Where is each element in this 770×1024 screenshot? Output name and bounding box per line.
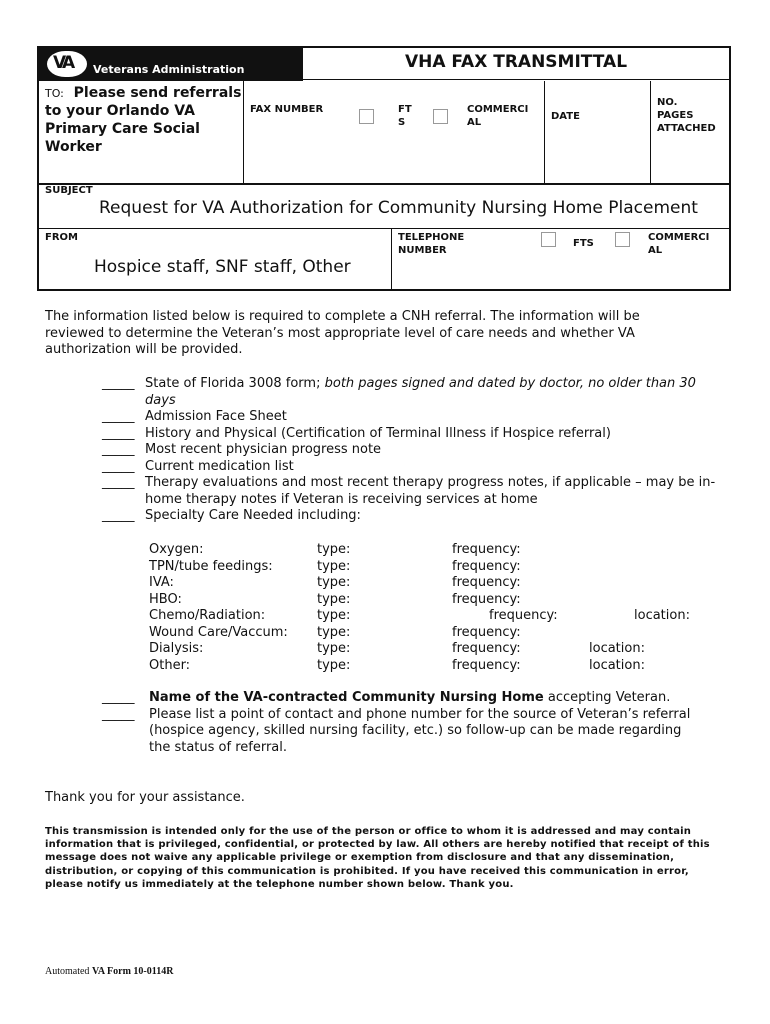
item-text: Therapy evaluations and most recent therapy progress notes, if applicable – may be in-home therapy notes if Veteran is receiving services at home <box>145 475 716 507</box>
commercial-label-2: COMMERCI AL <box>648 232 710 256</box>
divider <box>301 79 731 80</box>
item-text: Most recent physician progress note <box>145 442 382 457</box>
subject-label: SUBJECT <box>45 185 93 196</box>
care-row <box>149 592 709 609</box>
form-title: VHA FAX TRANSMITTAL <box>404 52 628 72</box>
blank-line[interactable]: _____ <box>102 376 135 391</box>
nursing-home-section <box>102 690 722 756</box>
checklist-item <box>102 475 722 508</box>
from-label: FROM <box>45 232 78 243</box>
form-number: VA Form 10-0114R <box>91 966 174 977</box>
care-name: TPN/tube feedings: <box>149 558 273 574</box>
fax-number-label: FAX NUMBER <box>250 104 324 115</box>
care-frequency[interactable]: frequency: <box>452 657 521 673</box>
care-row <box>149 559 709 576</box>
blank-line[interactable]: _____ <box>102 475 135 490</box>
blank-line[interactable]: _____ <box>102 458 135 474</box>
fts-label: FT S <box>398 104 412 128</box>
care-frequency[interactable]: frequency: <box>489 608 558 623</box>
care-type[interactable]: type: <box>317 591 351 607</box>
care-type[interactable]: type: <box>317 608 351 623</box>
commercial-checkbox-2[interactable] <box>615 232 630 247</box>
care-type[interactable]: type: <box>317 641 351 656</box>
date-label: DATE <box>551 111 580 122</box>
care-type[interactable]: type: <box>317 624 351 640</box>
blank-line[interactable]: _____ <box>102 706 135 722</box>
item-text: Please list a point of contact and phone number for the source of Veteran’s referral (hospice agency, skilled nursing facility, etc.) so follow-up can be made regarding the status of referral. <box>149 706 691 755</box>
care-name: Other: <box>149 657 191 673</box>
care-location[interactable]: location: <box>589 641 645 656</box>
care-frequency[interactable]: frequency: <box>452 558 521 574</box>
nursing-home-heading: Name of the VA-contracted Community Nursing Home <box>149 690 544 705</box>
care-row <box>149 608 709 625</box>
item-text: Admission Face Sheet <box>145 409 287 424</box>
blank-line[interactable]: _____ <box>102 409 135 424</box>
divider <box>544 81 545 185</box>
org-name: Veterans Administration <box>93 63 245 76</box>
checklist-item <box>102 707 722 757</box>
item-text: accepting Veteran. <box>543 690 671 705</box>
fts-label-2: FTS <box>573 238 594 249</box>
care-name: HBO: <box>149 591 182 607</box>
care-frequency[interactable]: frequency: <box>452 641 521 656</box>
commercial-checkbox[interactable] <box>433 109 448 124</box>
checklist <box>102 376 722 525</box>
care-name: Wound Care/Vaccum: <box>149 624 288 640</box>
footer-prefix: Automated <box>45 966 92 977</box>
to-value: Please send referrals to your Orlando VA Primary Care Social Worker <box>45 85 242 155</box>
care-frequency[interactable]: frequency: <box>452 624 521 640</box>
thanks-text: Thank you for your assistance. <box>45 790 245 805</box>
va-logo-icon: VA <box>47 51 87 77</box>
care-name: Dialysis: <box>149 641 204 656</box>
care-type[interactable]: type: <box>317 542 351 557</box>
item-text: State of Florida 3008 form; <box>145 376 325 391</box>
checklist-item <box>102 409 722 426</box>
divider <box>39 228 731 229</box>
care-row <box>149 542 709 559</box>
care-row <box>149 575 709 592</box>
divider <box>39 183 731 185</box>
fts-checkbox[interactable] <box>359 109 374 124</box>
to-field <box>45 84 245 156</box>
checklist-item <box>102 459 722 476</box>
item-text: History and Physical (Certification of Terminal Illness if Hospice referral) <box>145 425 611 441</box>
care-location[interactable]: location: <box>634 608 690 623</box>
care-frequency[interactable]: frequency: <box>452 575 521 590</box>
checklist-item <box>102 442 722 459</box>
divider <box>301 48 303 81</box>
checklist-item <box>102 508 722 525</box>
blank-line[interactable]: _____ <box>102 442 135 457</box>
care-name: IVA: <box>149 575 174 590</box>
pages-attached-label: NO. PAGES ATTACHED <box>657 97 716 134</box>
fax-header-box <box>37 46 731 291</box>
checklist-item <box>102 376 722 409</box>
subject-value: Request for VA Authorization for Community Nursing Home Placement <box>99 198 698 218</box>
item-note: both pages signed and dated by doctor, no older than 30 days <box>145 376 696 408</box>
care-row <box>149 641 709 658</box>
care-row <box>149 625 709 642</box>
telephone-label: TELEPHONE NUMBER <box>398 232 465 256</box>
checklist-item <box>102 690 722 707</box>
divider <box>650 81 651 185</box>
commercial-label: COMMERCI AL <box>467 104 529 128</box>
care-type[interactable]: type: <box>317 657 351 673</box>
care-name: Oxygen: <box>149 542 204 557</box>
blank-line[interactable]: _____ <box>102 425 135 441</box>
from-value: Hospice staff, SNF staff, Other <box>94 257 351 277</box>
care-frequency[interactable]: frequency: <box>452 591 521 607</box>
care-location[interactable]: location: <box>589 657 645 673</box>
intro-paragraph: The information listed below is required to complete a CNH referral. The information will be reviewed to determine the Veteran’s most appropriate level of care needs and whether VA authorization will be provided. <box>45 309 640 357</box>
divider <box>391 228 392 291</box>
care-frequency[interactable]: frequency: <box>452 542 521 557</box>
care-row <box>149 658 709 675</box>
specialty-care-table <box>149 542 709 674</box>
blank-line[interactable]: _____ <box>102 690 135 705</box>
item-text: Specialty Care Needed including: <box>145 508 361 523</box>
checklist-item <box>102 426 722 443</box>
item-text: Current medication list <box>145 458 294 474</box>
form-footer <box>45 966 173 977</box>
fts-checkbox-2[interactable] <box>541 232 556 247</box>
care-type[interactable]: type: <box>317 558 351 574</box>
va-logo-block <box>39 48 301 81</box>
blank-line[interactable]: _____ <box>102 508 135 523</box>
care-name: Chemo/Radiation: <box>149 608 266 623</box>
to-label: TO: <box>45 87 64 100</box>
confidentiality-notice: This transmission is intended only for the use of the person or office to whom it is addressed and may contain information that is privileged, confidential, or protected by law. All others are hereby notified that receipt of this message does not waive any applicable privilege or exemption from disclosure and that any dissemination, distribution, or copying of this communication is prohibited. If you have received this communication in error, please notify us immediately at the telephone number shown below. Thank you. <box>45 826 710 890</box>
care-type[interactable]: type: <box>317 575 351 590</box>
